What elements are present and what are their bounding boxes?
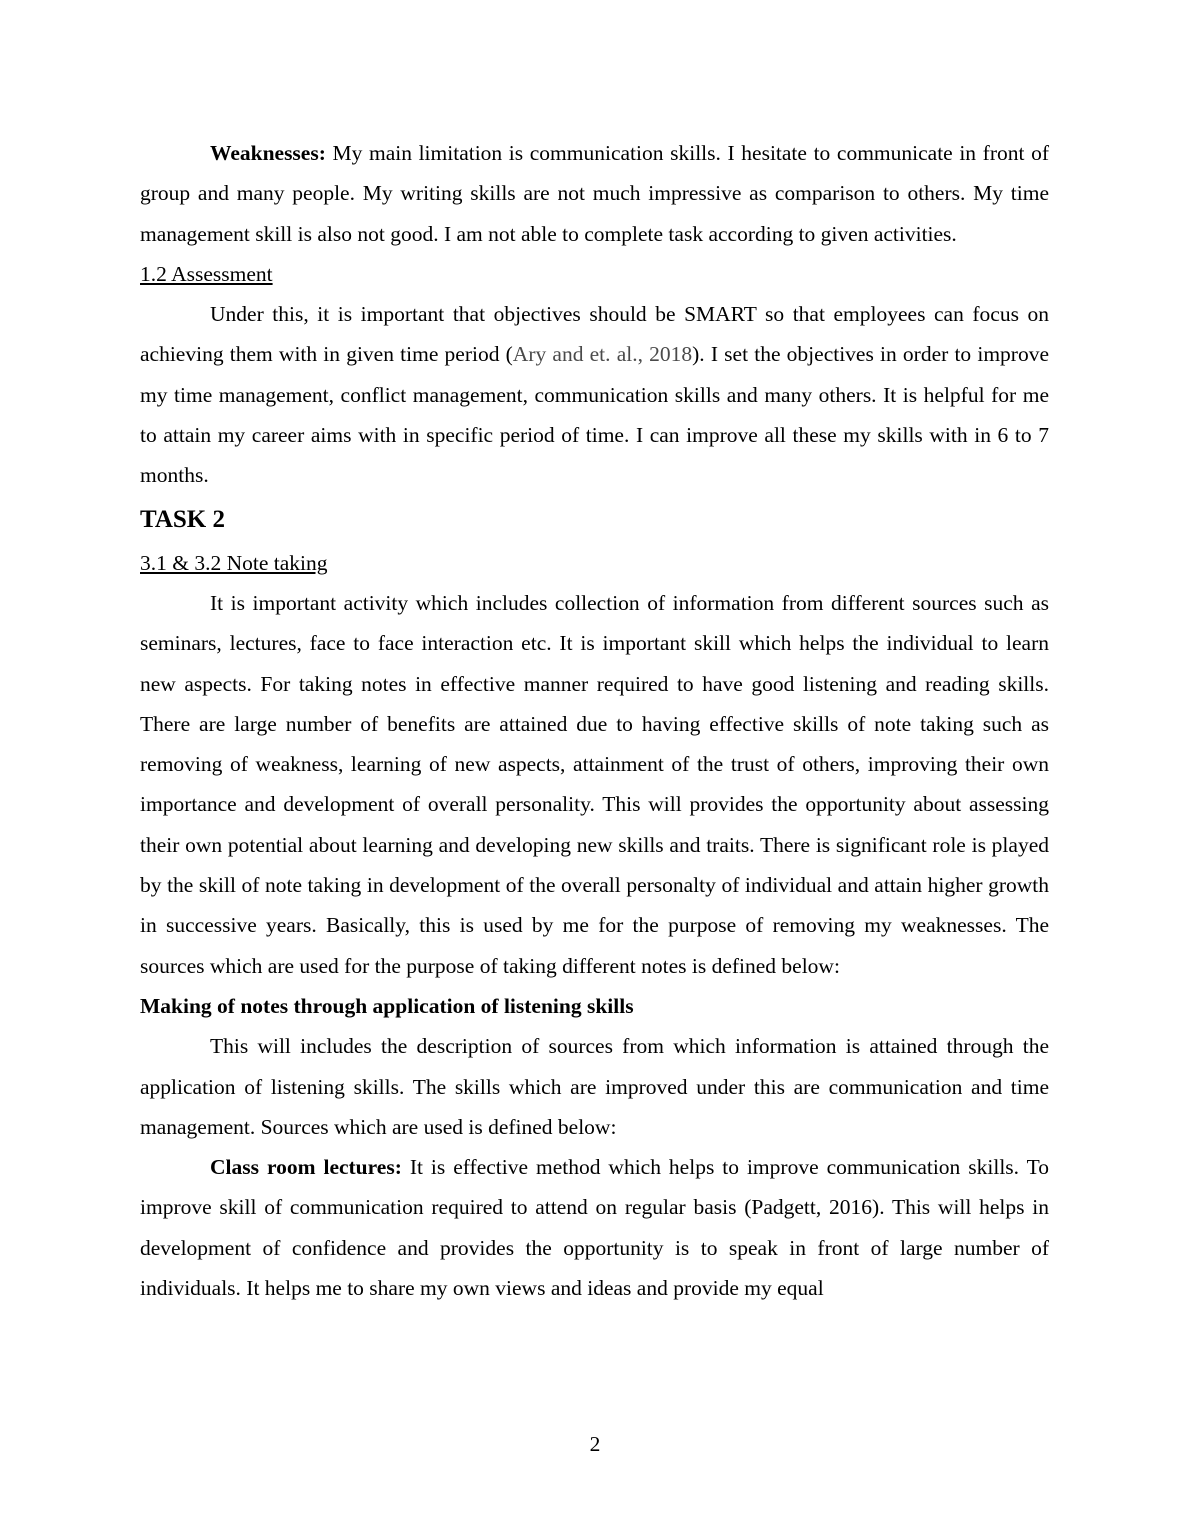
page-number: 2	[589, 1432, 601, 1456]
classroom-lectures-paragraph	[140, 1147, 1049, 1308]
assessment-paragraph	[140, 294, 1049, 495]
listening-skills-paragraph: This will includes the description of sources from which information is attained through the application of listening skills. The skills which are improved under this are communication and time management. Sources which are used is defined below:	[140, 1034, 1049, 1139]
document-body	[140, 133, 1049, 1308]
classroom-lectures-label: Class room lectures:	[210, 1155, 402, 1180]
assessment-text-before: Under this, it is important that objectives should be SMART so that employees can focus on achieving them with in given time period (	[140, 302, 1049, 367]
note-taking-heading: 3.1 & 3.2 Note taking	[140, 550, 328, 575]
classroom-text-after: ). This will helps in development of confidence and provides the opportunity is to speak in front of large number of individuals. It helps me to share my own views and ideas and provide my equal	[140, 1195, 1050, 1301]
assessment-citation: Ary and et. al., 2018	[512, 342, 693, 367]
listening-skills-heading: Making of notes through application of listening skills	[140, 993, 634, 1018]
weaknesses-label: Weaknesses:	[210, 141, 326, 165]
assessment-text-after: ). I set the objectives in order to improve my time management, conflict management, communication skills and many others. It is helpful for me to attain my career aims with in specific period of time. I can improve all these my skills with in 6 to 7 months.	[140, 342, 1050, 488]
assessment-heading: 1.2 Assessment	[140, 261, 273, 286]
classroom-citation: Padgett, 2016	[751, 1195, 873, 1220]
note-taking-paragraph: It is important activity which includes collection of information from different sources such as seminars, lectures, face to face interaction etc. It is important skill which helps the individual to learn new aspects. For taking notes in effective manner required to have good listening and reading skills. There are large number of benefits are attained due to having effective skills of note taking such as removing of weakness, learning of new aspects, attainment of the trust of others, improving their own importance and development of overall personality. This will provides the opportunity about assessing their own potential about learning and developing new skills and traits. There is significant role is played by the skill of note taking in development of the overall personalty of individual and attain higher growth in successive years. Basically, this is used by me for the purpose of removing my weaknesses. The sources which are used for the purpose of taking different notes is defined below:	[140, 590, 1049, 978]
task-2-heading: TASK 2	[140, 505, 225, 533]
weaknesses-text: My main limitation is communication skills. I hesitate to communicate in front of group and many people. My writing skills are not much impressive as comparison to others. My time management skill is also not good. I am not able to complete task according to given activities.	[140, 141, 1049, 246]
weaknesses-paragraph	[140, 133, 1049, 254]
classroom-text-before: It is effective method which helps to improve communication skills. To improve skill of communication required to attend on regular basis (	[140, 1155, 1050, 1220]
